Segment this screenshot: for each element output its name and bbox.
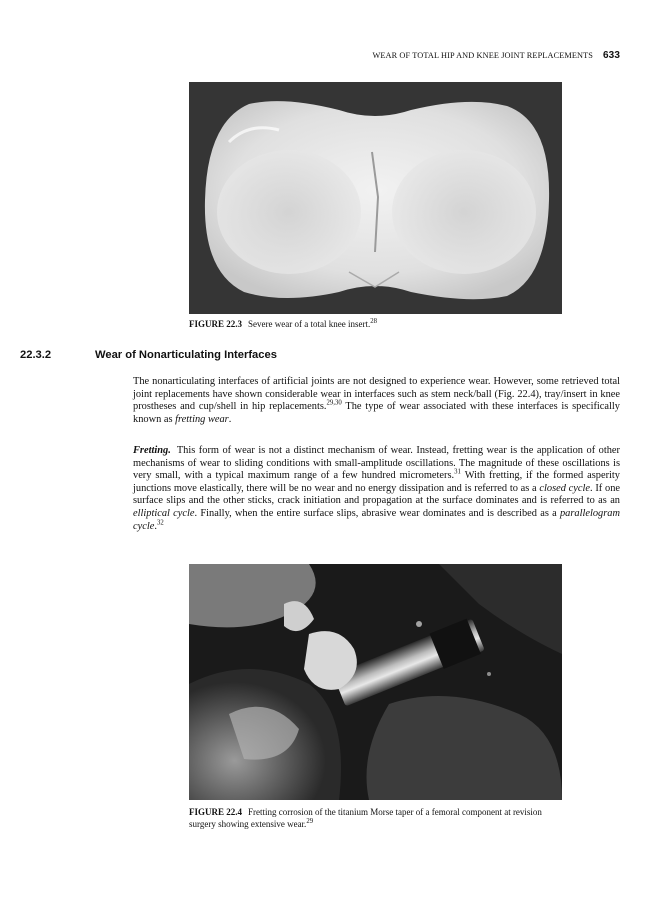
citation: 32: [156, 519, 164, 527]
run-in-heading: Fretting.: [133, 445, 171, 456]
italic-term: closed cycle: [539, 482, 591, 494]
section-title: Wear of Nonarticulating Interfaces: [95, 349, 277, 361]
running-title: WEAR OF TOTAL HIP AND KNEE JOINT REPLACEMENTS: [372, 51, 593, 60]
italic-term: parallelogram cycle: [133, 507, 620, 532]
caption-reference: 28: [370, 318, 378, 325]
page-number: 633: [603, 50, 620, 61]
caption-text: Fretting corrosion of the titanium Morse taper of a femoral component at revision surgery showing extensive wear.: [189, 807, 542, 829]
para-text: . If one surface slips and the other sticks, crack initiation and propagation at the surface dominates and is referred to as an: [133, 482, 621, 507]
figure-label: FIGURE 22.3: [189, 319, 243, 329]
paragraph-nonarticulating: [133, 376, 620, 426]
para-text: This form of wear is not a distinct mechanism of wear. Instead, fretting wear is the application of other mechanisms of wear to sliding conditions with small-amplitude oscillations. The magnitude of these oscillations is very small, with a typical maximum range of a few hundred micrometers.: [133, 445, 620, 482]
italic-term: elliptical cycle: [133, 507, 195, 519]
figure-22-4-image: [189, 564, 562, 800]
para-text: The type of wear associated with these interfaces is specifically known as: [133, 401, 621, 425]
running-header: [133, 50, 620, 61]
para-text: .: [228, 413, 232, 425]
section-heading: [20, 349, 277, 361]
citation: 31: [454, 468, 461, 476]
para-text: .: [154, 520, 157, 532]
figure-label: FIGURE 22.4: [189, 807, 243, 817]
caption-reference: 29: [306, 817, 314, 825]
para-text: The nonarticulating interfaces of artificial joints are not designed to experience wear. However, some retrieved total joint replacements have shown considerable wear in interfaces such as stem neck/ball (Fig. 22.4), tray/insert in knee prostheses and cup/shell in hip replacements.: [133, 376, 620, 413]
figure-22-4-caption: [189, 807, 562, 830]
italic-term: fretting wear: [175, 413, 229, 425]
caption-text: Severe wear of a total knee insert.: [248, 319, 371, 329]
citation: 29,30: [326, 399, 342, 407]
figure-22-3-image: [189, 82, 562, 314]
section-number: 22.3.2: [20, 349, 52, 361]
paragraph-fretting: [133, 445, 620, 533]
para-text: . Finally, when the entire surface slips, abrasive wear dominates and is described as a: [194, 507, 560, 519]
para-text: With fretting, if the formed asperity junctions move elastically, there will be no wear and no energy dissipation and is referred to as a: [133, 470, 620, 494]
figure-22-3-caption: [189, 319, 562, 331]
